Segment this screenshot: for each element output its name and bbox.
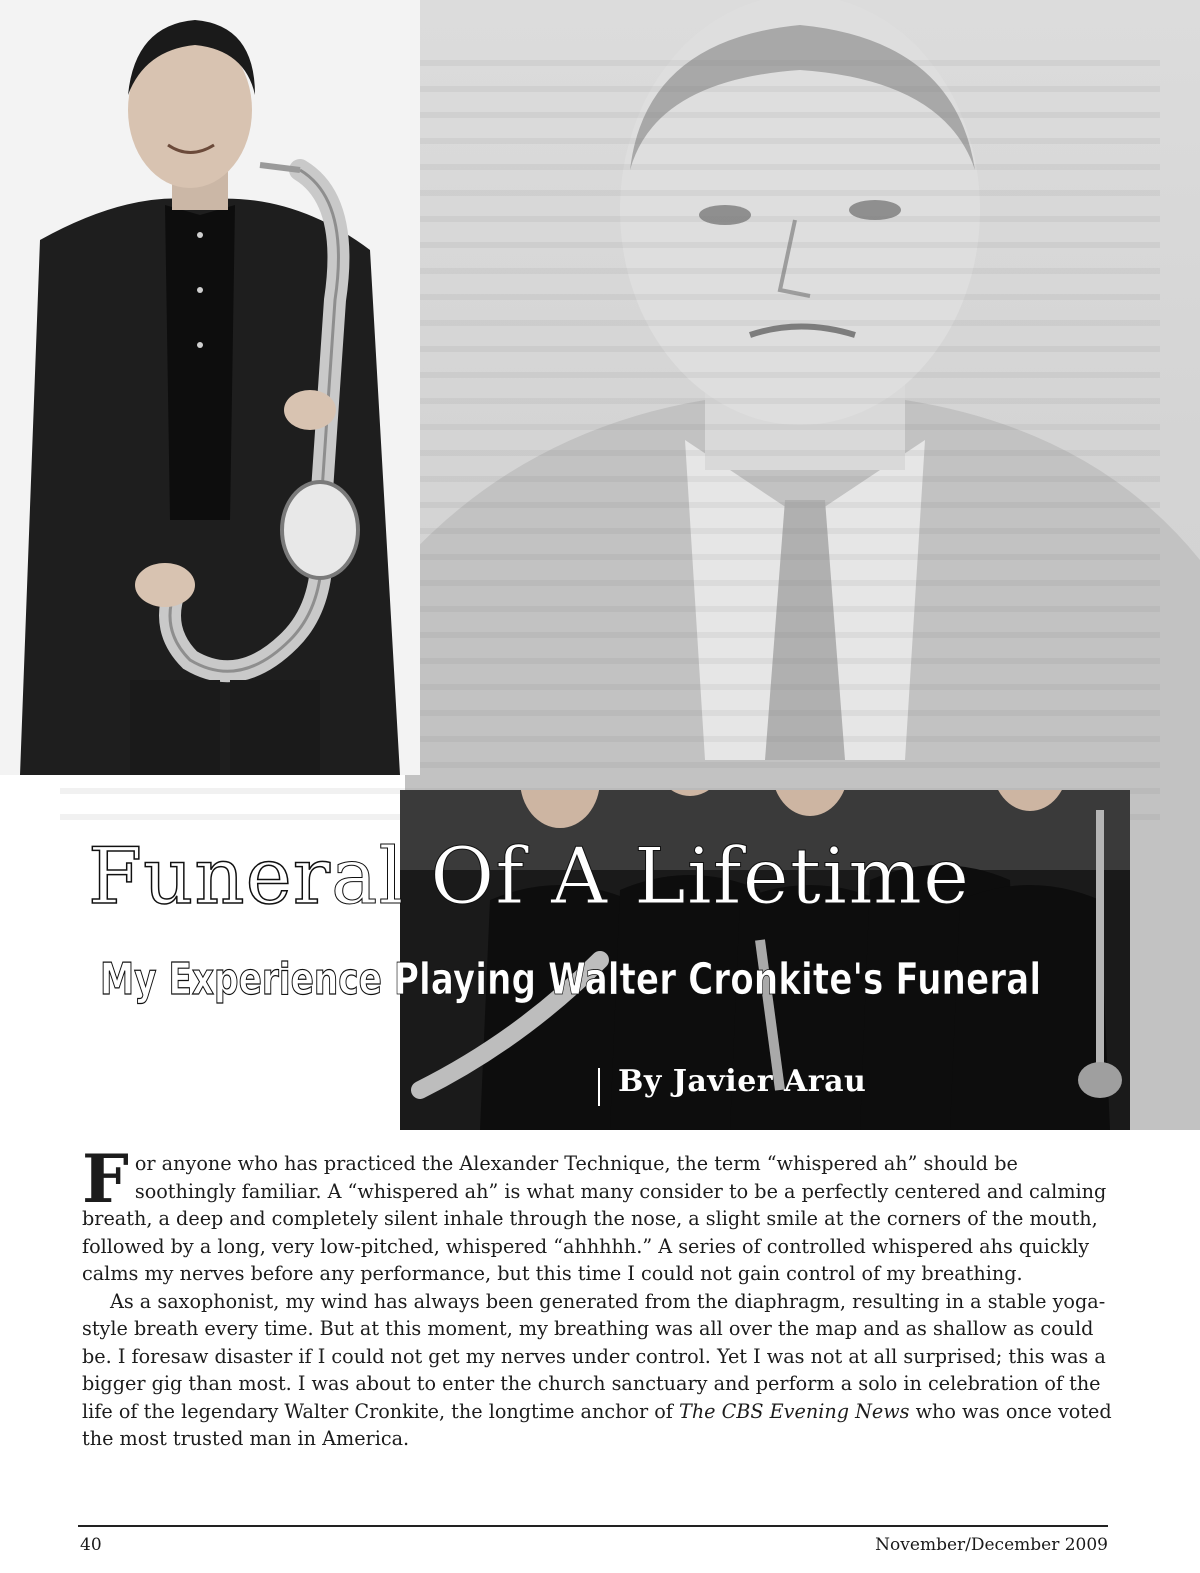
paragraph-1 xyxy=(82,1140,1122,1288)
page-number: 40 xyxy=(80,1535,102,1555)
headline-part-solid: al Of A Lifetime xyxy=(331,832,971,922)
drop-cap: F xyxy=(82,1140,129,1218)
issue-date: November/December 2009 xyxy=(875,1535,1108,1555)
article-headline xyxy=(88,832,1168,922)
footer-rule xyxy=(78,1525,1108,1527)
saxophonist-photo xyxy=(0,0,420,775)
subheadline-part-solid: Playing Walter Cronkite's Funeral xyxy=(393,954,1042,1005)
paragraph-1-text: or anyone who has practiced the Alexander Technique, the term “whispered ah” should be soothingly familiar. A “whispered ah” is what many consider to be a perfectly centered and calming breath, a deep and completely silent inhale through the nose, a slight smile at the corners of the mouth, followed by a long, very low-pitched, whispered “ahhhhh.” A series of controlled whispered ahs quickly calms my nerves before any performance, but this time I could not gain control of my breathing. xyxy=(82,1152,1107,1285)
article-body xyxy=(82,1140,1122,1453)
byline-divider xyxy=(598,1068,600,1106)
paragraph-2-italic-title: The CBS Evening News xyxy=(679,1399,910,1423)
paragraph-2-text-before: As a saxophonist, my wind has always been generated from the diaphragm, resulting in a stable yoga-style breath every time. But at this moment, my breathing was all over the map and as shallow as could be. I foresaw disaster if I could not get my nerves under control. Yet I was not at all surprised; this was a bigger gig than most. I was about to enter the church sanctuary and perform a solo in celebration of the life of the legendary Walter Cronkite, the longtime anchor of xyxy=(82,1289,1106,1423)
subheadline-part-outline: My Experience xyxy=(100,954,394,1005)
paragraph-2-text-after: who was once voted the most trusted man in America. xyxy=(82,1399,1112,1450)
headline-part-outline: Funer xyxy=(88,832,332,922)
paragraph-2 xyxy=(82,1288,1122,1453)
byline: By Javier Arau xyxy=(618,1064,867,1099)
article-subheadline xyxy=(100,954,1042,1005)
